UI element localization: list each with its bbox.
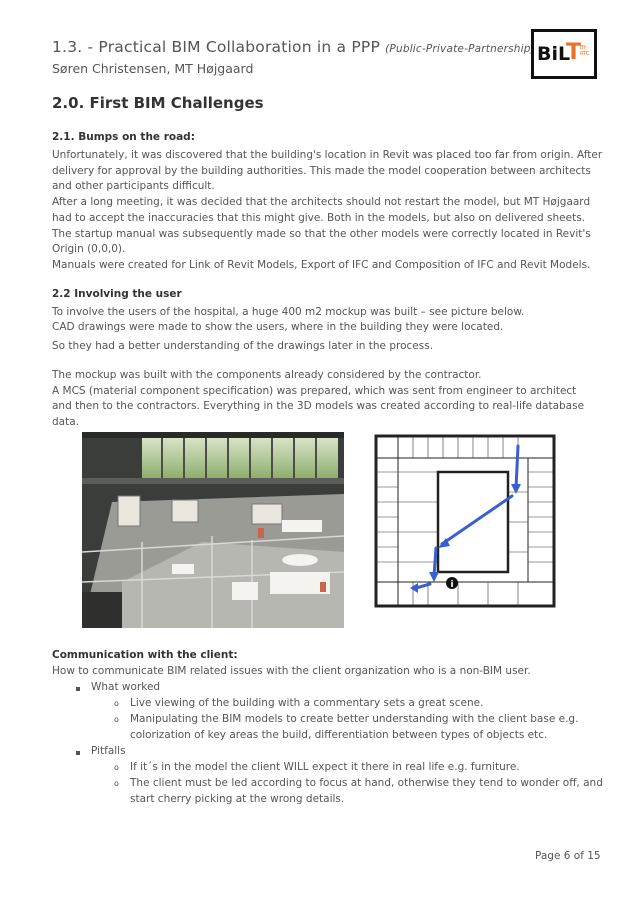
page-number: Page 6 of 15 (535, 850, 601, 862)
list-subitem-continued: colorization of key areas the build, differentiation between types of objects etc. (130, 729, 548, 741)
text-line: So they had a better understanding of the drawings later in the process. (52, 340, 434, 352)
list-item-what-worked: What worked (91, 681, 161, 693)
text-line: After a long meeting, it was decided that the architects should not restart the model, but MT Højgaard (52, 196, 591, 209)
document-title-sub: (Public-Private-Partnership) (385, 43, 535, 55)
document-title (52, 38, 535, 56)
text-line: CAD drawings were made to show the users, where in the building they were located. (52, 321, 504, 333)
communication-intro: How to communicate BIM related issues with the client organization who is a non-BIM user. (52, 665, 531, 677)
text-line: A MCS (material component specification) was prepared, which was sent from engineer to architect (52, 384, 577, 397)
bullet-marker (76, 751, 80, 755)
text-line: and then to the contractors. Everything in the 3D models was created according to real-life database (52, 400, 585, 413)
list-subitem: The client must be led according to focus at hand, otherwise they tend to wonder off, and (130, 777, 603, 789)
floor-plan-drawing (368, 432, 560, 612)
list-item-pitfalls: Pitfalls (91, 745, 126, 757)
text-line: To involve the users of the hospital, a huge 400 m2 mockup was built – see picture below. (52, 306, 525, 318)
paragraph-user-b (52, 368, 592, 431)
text-line: Unfortunately, it was discovered that the building's location in Revit was placed too far from origin. After (52, 149, 603, 161)
logo-text-t: T (566, 40, 582, 65)
text-line: The mockup was built with the components already considered by the contractor. (52, 369, 482, 381)
text-line: Manuals were created for Link of Revit Models, Export of IFC and Composition of IFC and Revit Models. (52, 258, 591, 271)
sub-bullet-marker: o (114, 715, 119, 724)
communication-heading: Communication with the client: (52, 649, 238, 661)
bullet-marker (76, 687, 80, 691)
list-subitem-continued: start cherry picking at the wrong details. (130, 793, 345, 805)
document-author: Søren Christensen, MT Højgaard (52, 61, 254, 76)
svg-text:i: i (450, 580, 454, 590)
text-line: The startup manual was subsequently made so that the other models were correctly located in Revit's (52, 227, 591, 240)
paragraph-user-a (52, 305, 592, 354)
list-subitem: If it´s in the model the client WILL expect it there in real life e.g. furniture. (130, 761, 520, 773)
sub-bullet-marker: o (114, 763, 119, 772)
text-line: data. (52, 416, 79, 429)
bilt-logo (531, 29, 597, 79)
subsection-heading-bumps: 2.1. Bumps on the road: (52, 131, 195, 143)
text-line: had to accept the inaccuracies that this might give. Both in the models, but also on delivered sheets. (52, 211, 586, 224)
list-subitem: Live viewing of the building with a commentary sets a great scene. (130, 697, 484, 709)
text-line: Origin (0,0,0). (52, 243, 126, 256)
sub-bullet-marker: o (114, 699, 119, 708)
section-heading: 2.0. First BIM Challenges (52, 94, 264, 112)
sub-bullet-marker: o (114, 779, 119, 788)
paragraph-bumps (52, 148, 603, 274)
subsection-heading-user: 2.2 Involving the user (52, 288, 182, 300)
document-title-main: 1.3. - Practical BIM Collaboration in a PPP (52, 38, 380, 56)
mockup-photo (82, 432, 344, 628)
logo-text-main: BiL (537, 43, 571, 65)
text-line: and other participants difficult. (52, 180, 215, 193)
list-subitem: Manipulating the BIM models to create better understanding with the client base e.g. (130, 713, 579, 725)
text-line: delivery for approval by the building authorities. This made the model cooperation between architects (52, 164, 591, 177)
logo-byline: BY RTC (580, 45, 590, 57)
